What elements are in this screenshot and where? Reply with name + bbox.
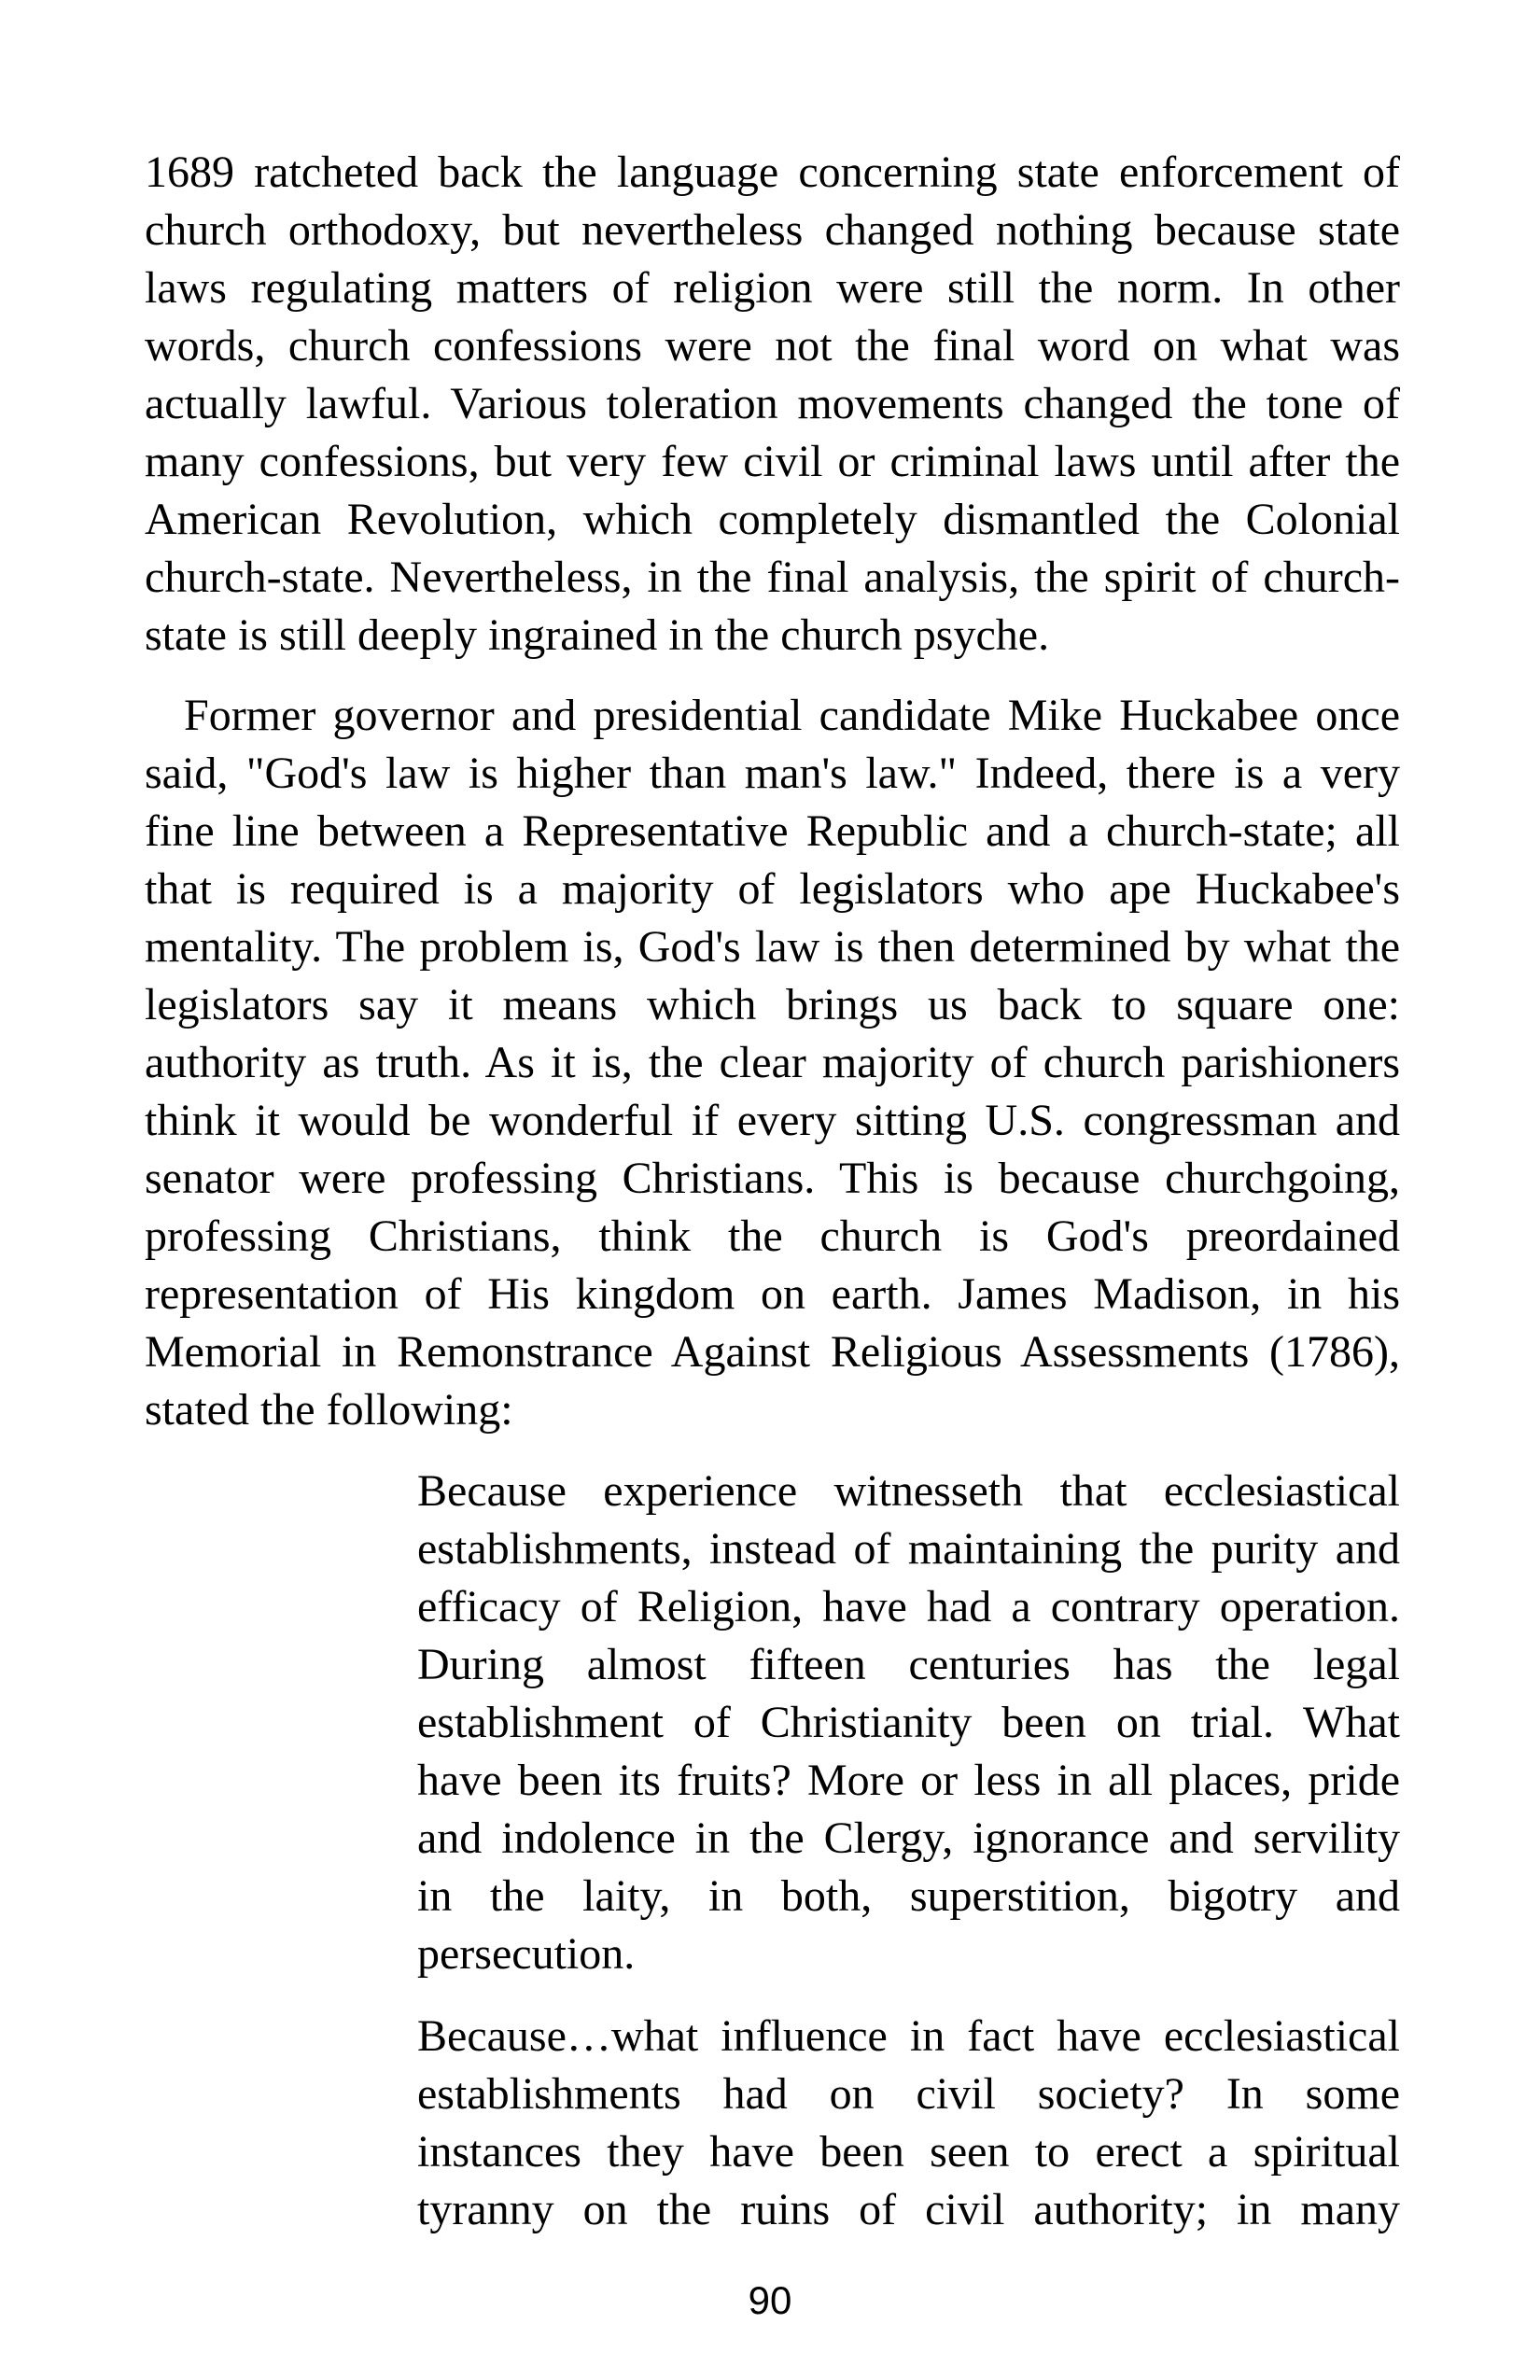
text-line: professing Christians, think the church is God's preordained [145,1211,1400,1261]
text-line: establishments had on civil society? In some [417,2069,1400,2119]
text-line: representation of His kingdom on earth. James Madison, in his [145,1269,1400,1319]
text-line: many confessions, but very few civil or criminal laws until after the [145,437,1400,486]
text-line: stated the following: [145,1385,513,1435]
text-line: efficacy of Religion, have had a contrary operation. [417,1582,1400,1631]
text-line: instances they have been seen to erect a spiritual [417,2127,1400,2177]
text-line: establishments, instead of maintaining the purity and [417,1524,1400,1574]
text-line: 1689 ratcheted back the language concerning state enforcement of [145,147,1400,197]
text-line: and indolence in the Clergy, ignorance and servility [417,1813,1400,1863]
text-line: Memorial in Remonstrance Against Religious Assessments (1786), [145,1327,1400,1377]
text-line: tyranny on the ruins of civil authority; in many [417,2185,1400,2234]
body-paragraph [145,144,1400,665]
text-line: church-state. Nevertheless, in the final analysis, the spirit of church- [145,553,1400,602]
text-line: state is still deeply ingrained in the church psyche. [145,610,1050,660]
text-line: American Revolution, which completely dismantled the Colonial [145,495,1400,544]
text-line: mentality. The problem is, God's law is then determined by what the [145,922,1400,972]
text-line: legislators say it means which brings us back to square one: [145,980,1400,1029]
text-line: that is required is a majority of legislators who ape Huckabee's [145,864,1400,914]
text-line: senator were professing Christians. This is because churchgoing, [145,1154,1400,1203]
text-line: have been its fruits? More or less in all places, pride [417,1756,1400,1805]
text-line: said, "God's law is higher than man's law." Indeed, there is a very [145,749,1400,798]
text-line: Former governor and presidential candidate Mike Huckabee once [184,691,1400,740]
body-paragraph [145,687,1400,1439]
text-line: Because experience witnesseth that ecclesiastical [417,1466,1400,1516]
text-line: establishment of Christianity been on trial. What [417,1698,1400,1747]
text-line: laws regulating matters of religion were still the norm. In other [145,263,1400,313]
text-line: Because…what influence in fact have ecclesiastical [417,2011,1400,2061]
text-line: think it would be wonderful if every sitting U.S. congressman and [145,1096,1400,1145]
page-number: 90 [748,2278,792,2322]
text-line: During almost fifteen centuries has the legal [417,1640,1400,1689]
text-line: authority as truth. As it is, the clear majority of church parishioners [145,1038,1400,1087]
block-quote-paragraph [417,1463,1400,1983]
text-line: church orthodoxy, but nevertheless changed nothing because state [145,205,1400,255]
text-line: fine line between a Representative Republic and a church-state; all [145,806,1400,856]
text-line: words, church confessions were not the final word on what was [145,321,1400,371]
block-quote-paragraph [417,2008,1400,2239]
text-line: persecution. [417,1929,636,1979]
text-line: actually lawful. Various toleration movements changed the tone of [145,379,1400,428]
text-line: in the laity, in both, superstition, bigotry and [417,1871,1400,1921]
